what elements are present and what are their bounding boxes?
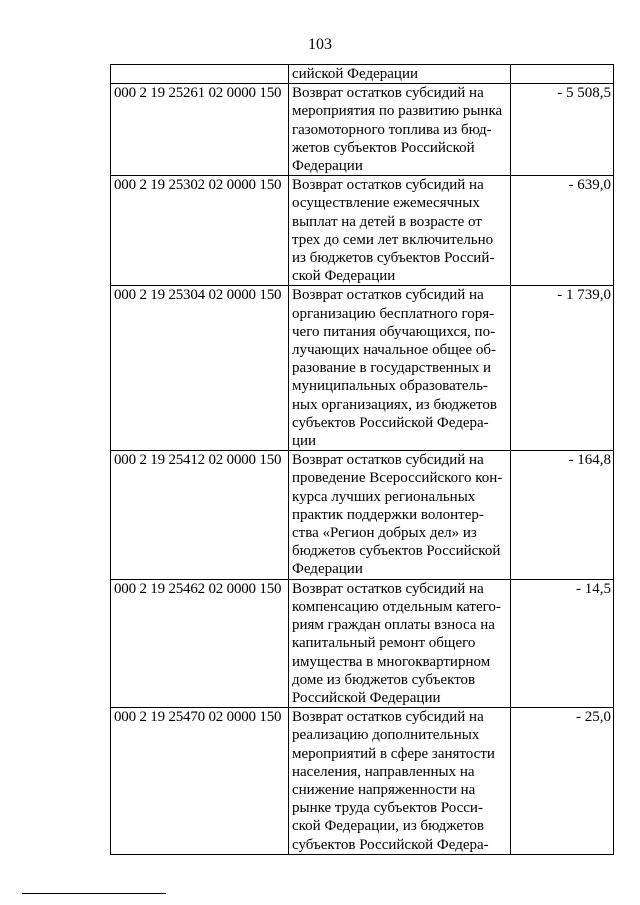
income-name-line: курса лучших региональных: [292, 488, 476, 505]
income-name-line: Федерации: [292, 561, 363, 578]
footnote-rule: [22, 893, 166, 894]
income-name-line: Федерации: [292, 158, 363, 175]
amount-cell: - 5 508,5: [511, 84, 614, 176]
income-code-cell: 000 2 19 25302 02 0000 150: [111, 176, 289, 286]
income-name-line: проведение Всероссийского кон-: [292, 470, 503, 487]
income-name-line: Возврат остатков субсидий на: [292, 709, 484, 726]
income-name-line: Возврат остатков субсидий на: [292, 287, 484, 304]
income-name-cell: [289, 65, 511, 84]
income-name-line: Возврат остатков субсидий на: [292, 85, 484, 102]
budget-table: [110, 64, 614, 855]
income-name-line: муниципальных образователь-: [292, 378, 488, 395]
income-name-line: ства «Регион добрых дел» из: [292, 525, 477, 542]
income-name-line: компенсацию отдельным катего-: [292, 598, 501, 615]
page-number: 103: [308, 36, 332, 53]
table-row: [111, 84, 614, 176]
income-name-line: мероприятия по развитию рынка: [292, 103, 503, 120]
income-name-line: газомоторного топлива из бюд-: [292, 121, 492, 138]
income-name-line: мероприятий в сфере занятости: [292, 745, 495, 762]
table-row: [111, 708, 614, 855]
income-name-cell: [289, 176, 511, 286]
income-name-cell: [289, 451, 511, 579]
income-code-cell: 000 2 19 25304 02 0000 150: [111, 286, 289, 451]
income-name-line: выплат на детей в возрасте от: [292, 213, 482, 230]
income-name-line: ской Федерации: [292, 268, 396, 285]
income-name-line: реализацию дополнительных: [292, 727, 480, 744]
income-name-line: сийской Федерации: [292, 66, 419, 82]
income-name-line: осуществление ежемесячных: [292, 195, 480, 212]
table-row: [111, 176, 614, 286]
amount-cell: - 1 739,0: [511, 286, 614, 451]
amount-cell: [511, 65, 614, 84]
income-code-cell: 000 2 19 25462 02 0000 150: [111, 579, 289, 707]
income-name-line: населения, направленных на: [292, 763, 475, 780]
income-name-line: трех до семи лет включительно: [292, 231, 494, 248]
income-name-line: капитальный ремонт общего: [292, 635, 476, 652]
income-name-line: ской Федерации, из бюджетов: [292, 818, 484, 835]
income-name-line: рынке труда субъектов Росси-: [292, 800, 483, 817]
income-code-cell: 000 2 19 25412 02 0000 150: [111, 451, 289, 579]
income-name-line: имущества в многоквартирном: [292, 653, 491, 670]
income-name-line: разование в государственных и: [292, 360, 492, 377]
income-name-cell: [289, 84, 511, 176]
income-name-line: чего питания обучающихся, по-: [292, 323, 496, 340]
income-name-line: организацию бесплатного горя-: [292, 305, 495, 322]
income-name-line: бюджетов субъектов Российской: [292, 543, 501, 560]
income-name-cell: [289, 708, 511, 855]
table-row: [111, 65, 614, 84]
income-name-line: ных организациях, из бюджетов: [292, 396, 497, 413]
income-name-line: Возврат остатков субсидий на: [292, 452, 484, 469]
table-row: [111, 451, 614, 579]
income-name-line: практик поддержки волонтер-: [292, 506, 484, 523]
amount-cell: - 14,5: [511, 579, 614, 707]
income-name-line: снижение напряженности на: [292, 781, 476, 798]
income-name-line: Возврат остатков субсидий на: [292, 580, 484, 597]
table-row: [111, 579, 614, 707]
income-name-line: лучающих начальное общее об-: [292, 342, 496, 359]
income-name-line: Возврат остатков субсидий на: [292, 177, 484, 194]
income-name-line: субъектов Российской Федера-: [292, 414, 489, 431]
income-name-line: риям граждан оплаты взноса на: [292, 617, 495, 634]
income-code-cell: 000 2 19 25261 02 0000 150: [111, 84, 289, 176]
income-name-line: жетов субъектов Российской: [292, 139, 475, 156]
income-name-cell: [289, 286, 511, 451]
amount-cell: - 25,0: [511, 708, 614, 855]
income-code-cell: 000 2 19 25470 02 0000 150: [111, 708, 289, 855]
income-name-line: ции: [292, 433, 317, 450]
income-name-line: субъектов Российской Федера-: [292, 836, 489, 853]
income-name-line: из бюджетов субъектов Россий-: [292, 250, 495, 267]
amount-cell: - 639,0: [511, 176, 614, 286]
income-name-cell: [289, 579, 511, 707]
table-row: [111, 286, 614, 451]
income-name-line: доме из бюджетов субъектов: [292, 671, 476, 688]
income-name-line: Российской Федерации: [292, 689, 441, 706]
budget-table-body: [111, 65, 614, 855]
amount-cell: - 164,8: [511, 451, 614, 579]
income-code-cell: [111, 65, 289, 84]
